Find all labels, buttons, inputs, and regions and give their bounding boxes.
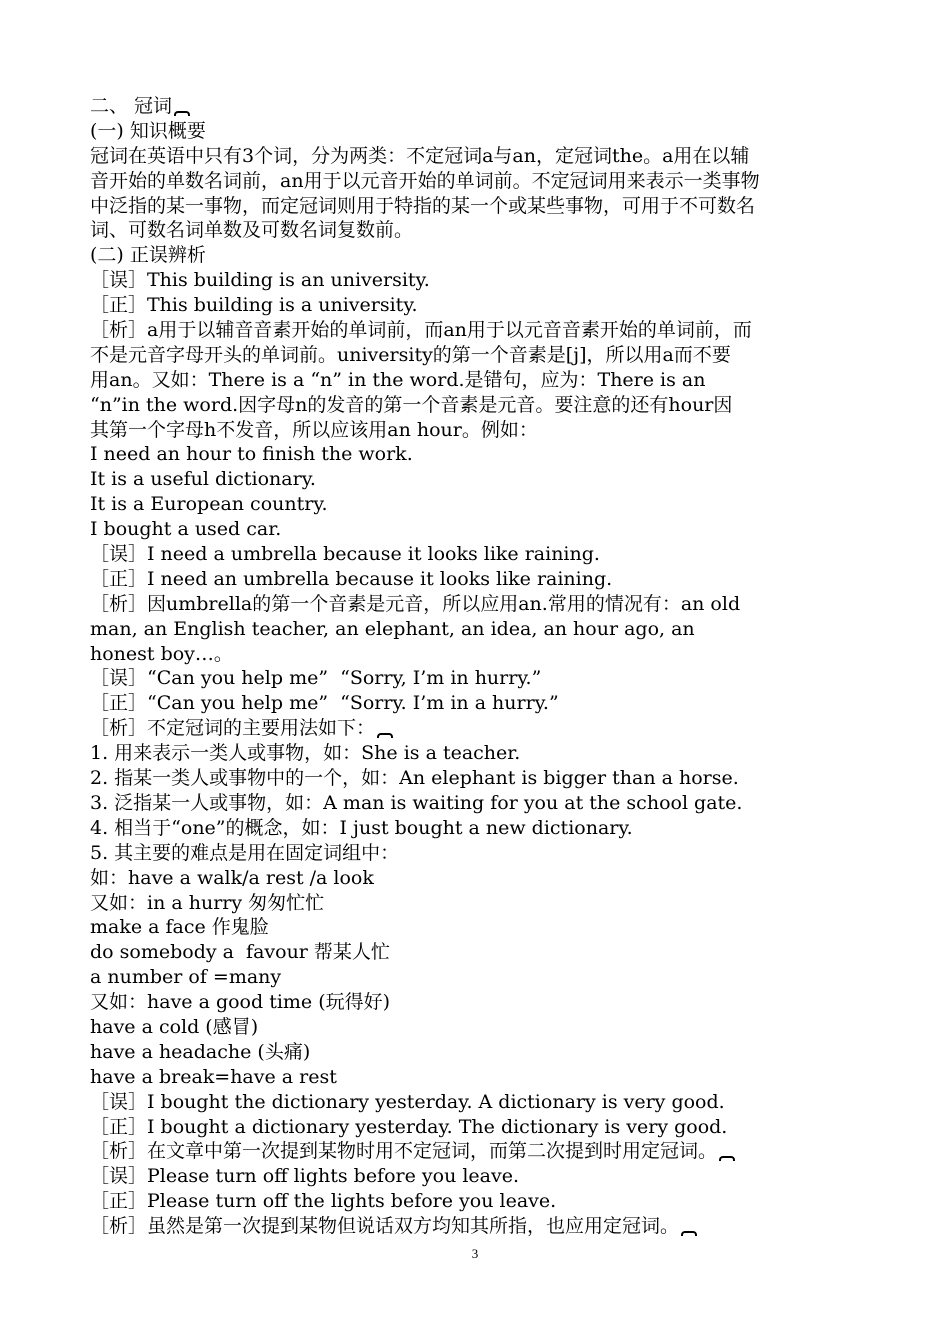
line-text: It is a European country. — [90, 493, 328, 516]
line-text: ［析］不定冠词的主要用法如下： — [90, 717, 376, 740]
line-text: honest boy…。 — [90, 642, 233, 665]
text-line — [90, 1015, 870, 1040]
line-text: 4. 相当于“one”的概念，如：I just bought a new dictionary. — [90, 816, 633, 839]
line-text: ［正］“Can you help me” “Sorry. I’m in a hurry.” — [90, 692, 559, 715]
text-line — [90, 268, 870, 293]
line-text: 冠词在英语中只有3个词，分为两类：不定冠词a与an，定冠词the。a用在以辅 — [90, 144, 750, 167]
line-text: man, an English teacher, an elephant, an idea, an hour ago, an — [90, 617, 695, 640]
text-line — [90, 1189, 870, 1214]
line-text: 其第一个字母h不发音，所以应该用an hour。例如： — [90, 418, 538, 441]
paragraph-mark-icon — [174, 111, 190, 116]
text-line — [90, 592, 870, 617]
line-text: have a break=have a rest — [90, 1065, 337, 1088]
text-line — [90, 243, 870, 268]
text-line — [90, 666, 870, 691]
text-line — [90, 841, 870, 866]
line-text: ［误］I need a umbrella because it looks like raining. — [90, 543, 600, 566]
text-line — [90, 567, 870, 592]
text-line — [90, 965, 870, 990]
line-text: have a cold (感冒) — [90, 1015, 259, 1038]
text-line — [90, 866, 870, 891]
text-line — [90, 741, 870, 766]
text-line — [90, 691, 870, 716]
line-text: ［误］Please turn off lights before you leave. — [90, 1165, 520, 1188]
text-line — [90, 617, 870, 642]
text-line — [90, 940, 870, 965]
line-text: ［析］因umbrella的第一个音素是元音，所以应用an.常用的情况有：an old — [90, 592, 741, 615]
text-line — [90, 368, 870, 393]
line-text: ［误］I bought the dictionary yesterday. A dictionary is very good. — [90, 1090, 725, 1113]
page-number: 3 — [471, 1246, 479, 1261]
text-line — [90, 1115, 870, 1140]
line-text: 中泛指的某一事物，而定冠词则用于特指的某一个或某些事物，可用于不可数名 — [90, 194, 756, 217]
text-line — [90, 293, 870, 318]
line-text: 2. 指某一类人或事物中的一个，如：An elephant is bigger than a horse. — [90, 767, 739, 790]
line-text: 二、 冠词 — [90, 95, 173, 117]
text-line — [90, 194, 870, 219]
line-text: ［正］I bought a dictionary yesterday. The dictionary is very good. — [90, 1115, 728, 1138]
paragraph-mark-icon — [719, 1156, 735, 1161]
text-line — [90, 517, 870, 542]
text-line — [90, 418, 870, 443]
line-text: 5. 其主要的难点是用在固定词组中： — [90, 841, 400, 864]
text-line — [90, 318, 870, 343]
text-line — [90, 1065, 870, 1090]
text-line — [90, 816, 870, 841]
line-text: 不是元音字母开头的单词前。university的第一个音素是[j]，所以用a而不要 — [90, 343, 731, 366]
text-line — [90, 1214, 870, 1239]
line-text: 3. 泛指某一人或事物，如：A man is waiting for you at the school gate. — [90, 791, 743, 814]
line-text: 如：have a walk/a rest /a look — [90, 866, 374, 889]
line-text: It is a useful dictionary. — [90, 468, 316, 491]
text-line — [90, 442, 870, 467]
line-text: ［析］a用于以辅音音素开始的单词前，而an用于以元音音素开始的单词前，而 — [90, 319, 752, 342]
text-line — [90, 542, 870, 567]
text-line — [90, 343, 870, 368]
line-text: (一) 知识概要 — [90, 119, 206, 142]
line-text: 又如：in a hurry 匆匆忙忙 — [90, 891, 325, 914]
line-text: have a headache (头痛) — [90, 1040, 311, 1063]
text-line — [90, 1139, 870, 1164]
text-line — [90, 492, 870, 517]
text-line — [90, 94, 870, 119]
line-text: ［正］I need an umbrella because it looks like raining. — [90, 567, 613, 590]
line-text: 1. 用来表示一类人或事物，如：She is a teacher. — [90, 742, 521, 765]
line-text: (二) 正误辨析 — [90, 244, 206, 267]
line-text: ［析］虽然是第一次提到某物但说话双方均知其所指，也应用定冠词。 — [90, 1215, 680, 1238]
line-text: “n”in the word.因字母n的发音的第一个音素是元音。要注意的还有hour因 — [90, 393, 733, 416]
line-text: 词、可数名词单数及可数名词复数前。 — [90, 219, 414, 242]
text-line — [90, 144, 870, 169]
text-line — [90, 891, 870, 916]
text-line — [90, 791, 870, 816]
text-line — [90, 393, 870, 418]
line-text: ［正］This building is a university. — [90, 294, 418, 317]
line-text: I need an hour to finish the work. — [90, 443, 413, 466]
paragraph-mark-icon — [377, 733, 393, 738]
text-line — [90, 119, 870, 144]
line-text: ［正］Please turn off the lights before you leave. — [90, 1190, 557, 1213]
line-text: ［误］“Can you help me” “Sorry, I’m in hurry.” — [90, 667, 542, 690]
text-line — [90, 1164, 870, 1189]
line-text: ［析］在文章中第一次提到某物时用不定冠词，而第二次提到时用定冠词。 — [90, 1140, 718, 1163]
line-text: ［误］This building is an university. — [90, 269, 430, 292]
text-line — [90, 218, 870, 243]
text-line — [90, 915, 870, 940]
text-line — [90, 716, 870, 741]
paragraph-mark-icon — [681, 1231, 697, 1236]
line-text: 用an。又如：There is a “n” in the word.是错句，应为：There is an — [90, 368, 706, 391]
text-line — [90, 1040, 870, 1065]
line-text: a number of =many — [90, 966, 282, 989]
line-text: I bought a used car. — [90, 518, 282, 541]
text-line — [90, 766, 870, 791]
text-line — [90, 1090, 870, 1115]
line-text: do somebody a favour 帮某人忙 — [90, 941, 390, 964]
text-line — [90, 990, 870, 1015]
text-line — [90, 642, 870, 667]
line-text: make a face 作鬼脸 — [90, 916, 269, 939]
text-line — [90, 169, 870, 194]
line-text: 又如：have a good time (玩得好) — [90, 991, 391, 1014]
line-text: 音开始的单数名词前，an用于以元音开始的单词前。不定冠词用来表示一类事物 — [90, 169, 760, 192]
document-body — [90, 94, 870, 1239]
text-line — [90, 467, 870, 492]
